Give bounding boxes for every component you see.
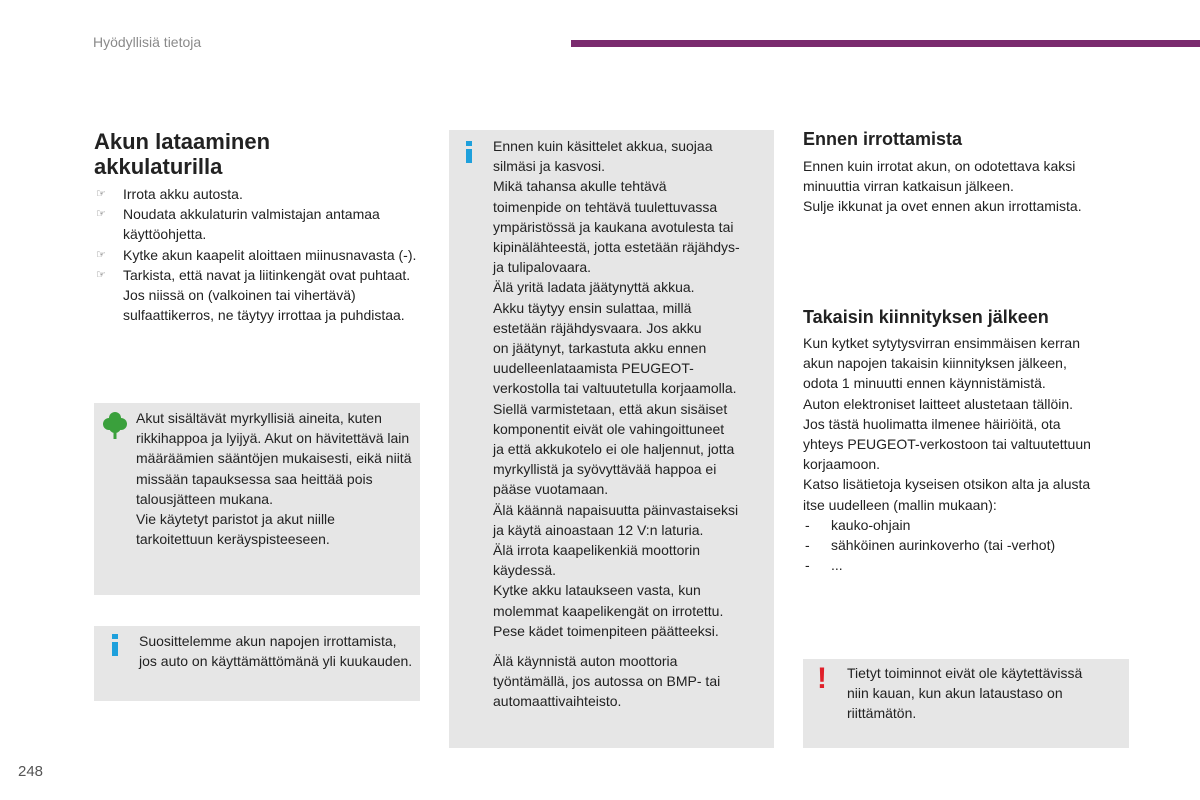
pointing-hand-icon: ☞: [96, 208, 106, 221]
charging-steps-list: [94, 184, 424, 325]
text-line: ympäristössä ja kaukana avotulesta tai: [493, 218, 734, 235]
text-line: ja että akkukotelo ei ole haljennut, jotta: [493, 441, 735, 458]
text-line: riittämätön.: [847, 705, 917, 722]
text-line: toimenpide on tehtävä tuulettuvassa: [493, 198, 718, 215]
step-item: ☞ Kytke akun kaapelit aloittaen miinusnavasta (-).: [94, 245, 424, 265]
safety-info-box: [449, 130, 774, 748]
text-line: korjaamoon.: [803, 456, 881, 473]
after-reconnect-text: [803, 333, 1091, 575]
step-item: ☞ Irrota akku autosta.: [94, 184, 424, 204]
section-header: Hyödyllisiä tietoja: [93, 34, 202, 50]
text-line: Älä yritä ladata jäätynyttä akkua.: [493, 279, 695, 296]
text-line: Pese kädet toimenpiteen päätteeksi.: [493, 622, 719, 639]
text-line: Jos tästä huolimatta ilmenee häiriöitä, ota: [803, 415, 1061, 432]
text-line: Älä käynnistä auton moottoria: [493, 653, 678, 670]
text-line: on jäätynyt, tarkastuta akku ennen: [493, 340, 707, 357]
text-line: kipinälähteestä, jotta estetään räjähdys-: [493, 239, 740, 256]
text-line: työntämällä, jos autossa on BMP- tai: [493, 673, 721, 690]
text-line: ja tulipalovaara.: [493, 259, 592, 276]
text-line: silmäsi ja kasvosi.: [493, 158, 606, 175]
text-line: Älä irrota kaapelikenkiä moottorin: [493, 542, 700, 559]
text-line: Sulje ikkunat ja ovet ennen akun irrottamista.: [803, 198, 1082, 215]
pointing-hand-icon: ☞: [96, 268, 106, 281]
environment-note-text: Akut sisältävät myrkyllisiä aineita, kuten rikkihappoa ja lyijyä. Akut on hävitettävä lain määräämien sääntöjen mukaisesti, eikä niitä missään tapauksessa saa heittää pois talousjätteen mukana. Vie käytetyt paristot ja akut niille tarkoitettuun keräyspisteeseen.: [136, 410, 412, 548]
text-line: estetään räjähdysvaara. Jos akku: [493, 319, 702, 336]
info-icon: [112, 642, 118, 656]
safety-info-text: [493, 136, 774, 712]
paragraph-gap: [493, 641, 774, 651]
text-line: komponentit eivät ole vahingoittuneet: [493, 420, 725, 437]
tree-icon: [102, 410, 128, 440]
text-line: Katso lisätietoja kyseisen otsikon alta ja alusta: [803, 476, 1091, 493]
text-line: verkostolla tai valtuutetulla korjaamolla.: [493, 380, 737, 397]
text-line: pääse vuotamaan.: [493, 481, 609, 498]
text-line: Siellä varmistetaan, että akun sisäiset: [493, 400, 728, 417]
after-reconnect-heading: Takaisin kiinnityksen jälkeen: [803, 307, 1049, 327]
text-line: automaattivaihteisto.: [493, 693, 622, 710]
text-line: uudelleenlataamista PEUGEOT-: [493, 360, 694, 377]
text-line: Älä käännä napaisuutta päinvastaiseksi: [493, 501, 739, 518]
text-line: niin kauan, kun akun lataustaso on: [847, 685, 1063, 702]
before-disconnect-text: [803, 156, 1082, 217]
step-item: ☞ Noudata akkulaturin valmistajan antamaa käyttöohjetta.: [96, 206, 380, 243]
info-icon: [466, 149, 472, 163]
battery-level-warning-text: [847, 663, 1127, 724]
text-line: odota 1 minuutti ennen käynnistämistä.: [803, 375, 1046, 392]
pointing-hand-icon: ☞: [96, 248, 106, 261]
list-item: - ...: [805, 557, 843, 574]
text-line: yhteys PEUGEOT-verkostoon tai valtuutettuun: [803, 436, 1091, 453]
header-accent-bar: [571, 40, 1200, 47]
battery-level-warning-box: [803, 659, 1129, 748]
text-line: Ennen kuin käsittelet akkua, suojaa: [493, 138, 713, 154]
text-line: itse uudelleen (mallin mukaan):: [803, 496, 997, 513]
disconnect-recommendation-box: [94, 626, 420, 701]
text-line: Kun kytket sytytysvirran ensimmäisen kerran: [803, 335, 1080, 351]
page-number: 248: [18, 763, 44, 780]
disconnect-recommendation-text: Suosittelemme akun napojen irrottamista, jos auto on käyttämättömänä yli kuukauden.: [139, 633, 413, 670]
text-line: minuuttia virran katkaisun jälkeen.: [803, 178, 1014, 195]
text-line: myrkyllistä ja syövyttävää happoa ei: [493, 461, 717, 478]
reinitialise-list: [803, 515, 1091, 576]
before-disconnect-heading: Ennen irrottamista: [803, 129, 963, 149]
text-line: akun napojen takaisin kiinnityksen jälkeen,: [803, 355, 1067, 372]
title-line-2: akkulaturilla: [94, 154, 223, 179]
page-title: [94, 129, 270, 179]
step-item: ☞ Tarkista, että navat ja liitinkengät ovat puhtaat. Jos niissä on (valkoinen tai vihertävä) sulfaattikerros, ne täytyy irrottaa ja puhdistaa.: [96, 266, 411, 324]
exclamation-icon: !: [817, 662, 827, 695]
text-line: Tietyt toiminnot eivät ole käytettävissä: [847, 665, 1083, 681]
title-line-1: Akun lataaminen: [94, 129, 271, 154]
text-line: molemmat kaapelikengät on irrotettu.: [493, 602, 724, 619]
pointing-hand-icon: ☞: [96, 188, 106, 200]
text-line: Ennen kuin irrotat akun, on odotettava kaksi: [803, 158, 1076, 174]
text-line: Akku täytyy ensin sulattaa, millä: [493, 299, 692, 316]
text-line: Mikä tahansa akulle tehtävä: [493, 178, 667, 195]
text-line: ja käytä ainoastaan 12 V:n laturia.: [493, 521, 704, 538]
environment-note-box: [94, 403, 420, 595]
text-line: Kytke akku lataukseen vasta, kun: [493, 582, 701, 599]
list-item: - kauko-ohjain: [805, 516, 911, 533]
text-line: käydessä.: [493, 562, 557, 579]
list-item: - sähköinen aurinkoverho (tai -verhot): [805, 537, 1056, 554]
text-line: Auton elektroniset laitteet alustetaan tällöin.: [803, 395, 1074, 412]
